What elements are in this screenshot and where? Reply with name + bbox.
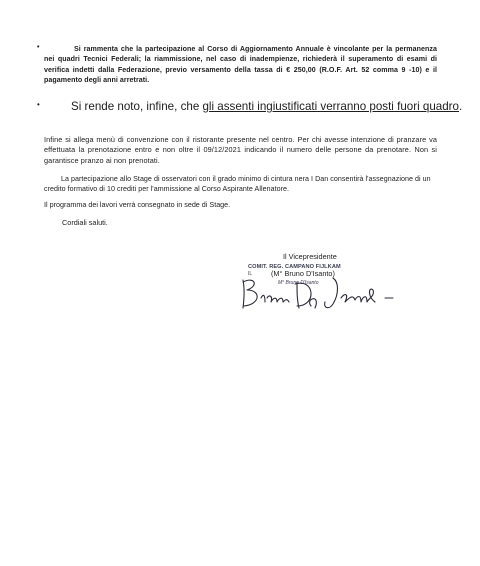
paragraph-course-obligation	[44, 44, 437, 85]
paragraph-lunch-menu: Infine si allega menù di convenzione con il ristorante presente nel centro. Per chi avesse intenzione di pranzare va effettuata la prenotazione entro e non oltre il 09/12/2021 indicando il numero delle persone da prenotare. Non si garantisce pranzo ai non prenotati.	[44, 135, 437, 165]
paragraph-course-obligation-text: Si rammenta che la partecipazione al Corso di Aggiornamento Annuale è vincolante per la permanenza nei quadri Tecnici Federali; la riammissione, nel caso di inadempienze, richiederà il superamento di esami di verifica indetti dalla Federazione, previo versamento della tassa di € 250,00 (R.O.F. Art. 52 comma 9 -10) e il pagamento degli anni arretrati.	[44, 45, 437, 84]
paragraph-stage-credits-text: La partecipazione allo Stage di osservatori con il grado minimo di cintura nera I Dan consentirà l'assegnazione di un credito formativo di 10 crediti per l'ammissione al Corso Aspirante Allenatore.	[44, 175, 431, 194]
stamp-line-2: IL	[248, 271, 253, 277]
bullet-2: •	[37, 100, 40, 109]
stamp-line-3: M° Bruno D'Isanto	[278, 280, 319, 286]
signature-title: Il Vicepresidente	[283, 252, 337, 261]
signatory-name: (M° Bruno D'Isanto)	[271, 269, 335, 278]
absences-notice-text: Si rende noto, infine, che	[71, 100, 203, 113]
paragraph-stage-credits	[44, 174, 437, 194]
paragraph-absences-notice	[44, 99, 464, 114]
closing-greeting: Cordiali saluti.	[62, 218, 108, 227]
absences-notice-underlined: gli assenti ingiustificati verranno posti fuori quadro	[202, 100, 459, 113]
paragraph-program: Il programma dei lavori verrà consegnato in sede di Stage.	[44, 200, 231, 209]
handwritten-signature	[235, 268, 415, 318]
stamp-line-1: COMIT. REG. CAMPANO FIJLKAM	[248, 264, 341, 270]
absences-notice-end: .	[458, 100, 463, 113]
bullet-1: •	[37, 44, 40, 51]
